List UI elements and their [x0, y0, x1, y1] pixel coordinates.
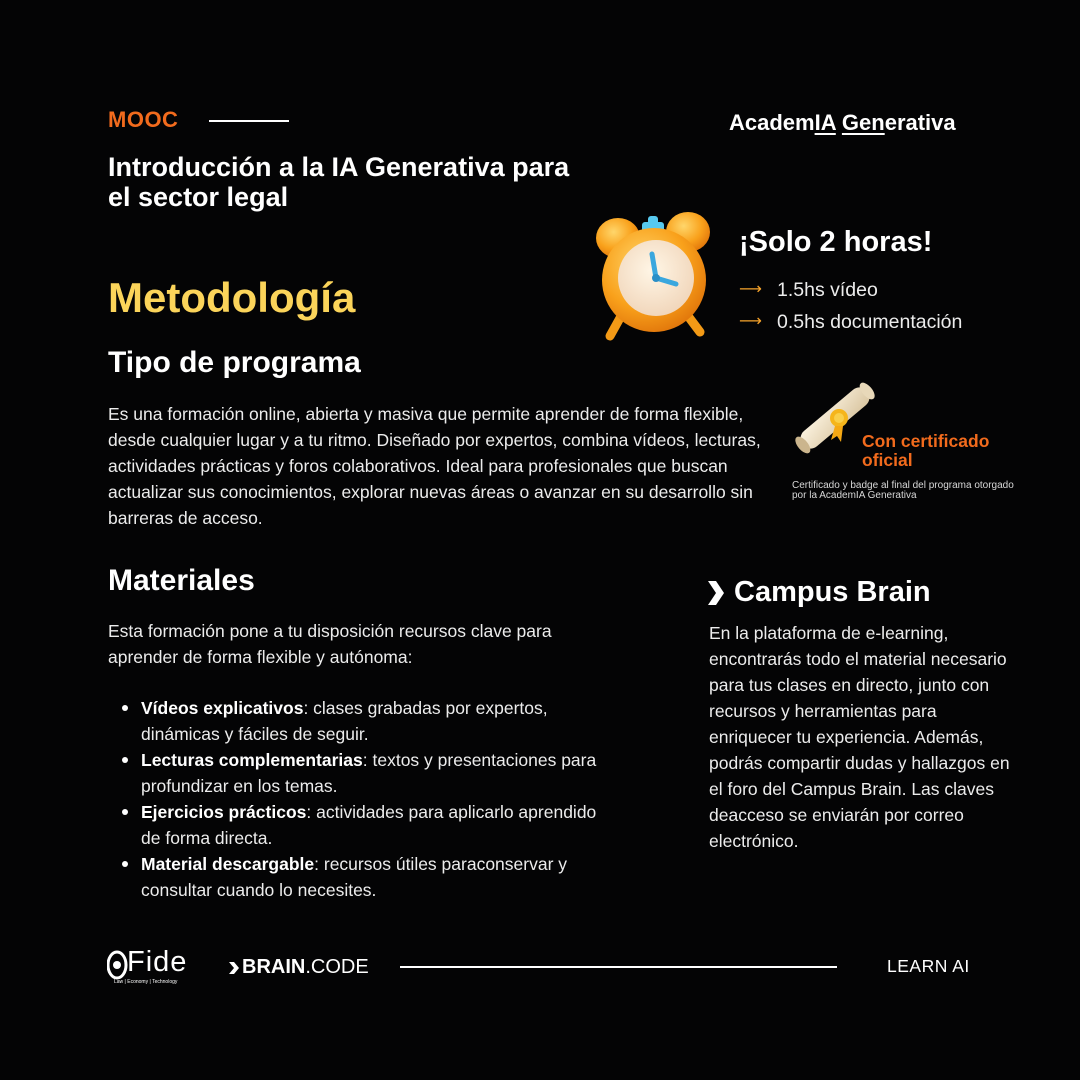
learn-ai-label: LEARN AI: [887, 956, 970, 976]
list-item: Lecturas complementarias: textos y presentaciones para profundizar en los temas.: [120, 747, 600, 799]
list-item: Material descargable: recursos útiles paraconservar y consultar cuando lo necesites.: [120, 851, 600, 903]
certificate-note: Certificado y badge al final del programa otorgado por la AcademIA Generativa: [792, 480, 1014, 501]
list-item: Ejercicios prácticos: actividades para aplicarlo aprendido de forma directa.: [120, 799, 600, 851]
materiales-intro: Esta formación pone a tu disposición recursos clave para aprender de forma flexible y autónoma:: [108, 621, 552, 667]
course-title: Introducción a la IA Generativa para el sector legal: [108, 152, 570, 212]
arrow-right-icon: ⟶: [739, 313, 762, 330]
campus-heading: Campus Brain: [706, 576, 931, 609]
duration-list: [739, 274, 962, 338]
brand-logo-text: AcademIA Generativa: [729, 110, 956, 135]
materiales-list: [120, 695, 600, 903]
section-title: Metodología: [108, 274, 356, 321]
fide-logo: Fide Law | Economy | Technology: [107, 950, 202, 990]
chevron-right-icon: [706, 580, 726, 606]
fide-eye-icon: [107, 950, 129, 980]
duration-heading: ¡Solo 2 horas!: [739, 226, 933, 258]
alarm-clock-icon: [590, 208, 720, 343]
list-item: Vídeos explicativos: clases grabadas por expertos, dinámicas y fáciles de seguir.: [120, 695, 600, 747]
tipo-programa-body: Es una formación online, abierta y masiva que permite aprender de forma flexible, desde cualquier lugar y a tu ritmo. Diseñado por expertos, combina vídeos, lecturas, actividades prácticas y foros colaborativos. Ideal para profesionales que buscan actualizar sus conocimientos, explorar nuevas áreas o avanzar en su desarrollo sin barreras de acceso.: [108, 404, 761, 528]
campus-body: En la plataforma de e-learning, encontrarás todo el material necesario para tus clases en directo, junto con recursos y herramientas para enriquecer tu experiencia. Además, podrás compartir dudas y hallazgos en el foro del Campus Brain. Las claves deacceso se enviarán por correo electrónico.: [709, 623, 1010, 851]
certificate-title: Con certificado oficial: [862, 431, 990, 470]
tipo-programa-heading: Tipo de programa: [108, 346, 361, 379]
materiales-heading: Materiales: [108, 564, 255, 597]
header-divider: [209, 120, 289, 122]
braincode-logo: BRAIN .CODE: [228, 956, 369, 979]
list-item: ⟶ 0.5hs documentación: [739, 306, 962, 338]
list-item: ⟶ 1.5hs vídeo: [739, 274, 962, 306]
chevron-right-icon: [228, 961, 240, 975]
footer-divider: [400, 966, 837, 968]
mooc-label: MOOC: [108, 107, 179, 132]
arrow-right-icon: ⟶: [739, 281, 762, 298]
